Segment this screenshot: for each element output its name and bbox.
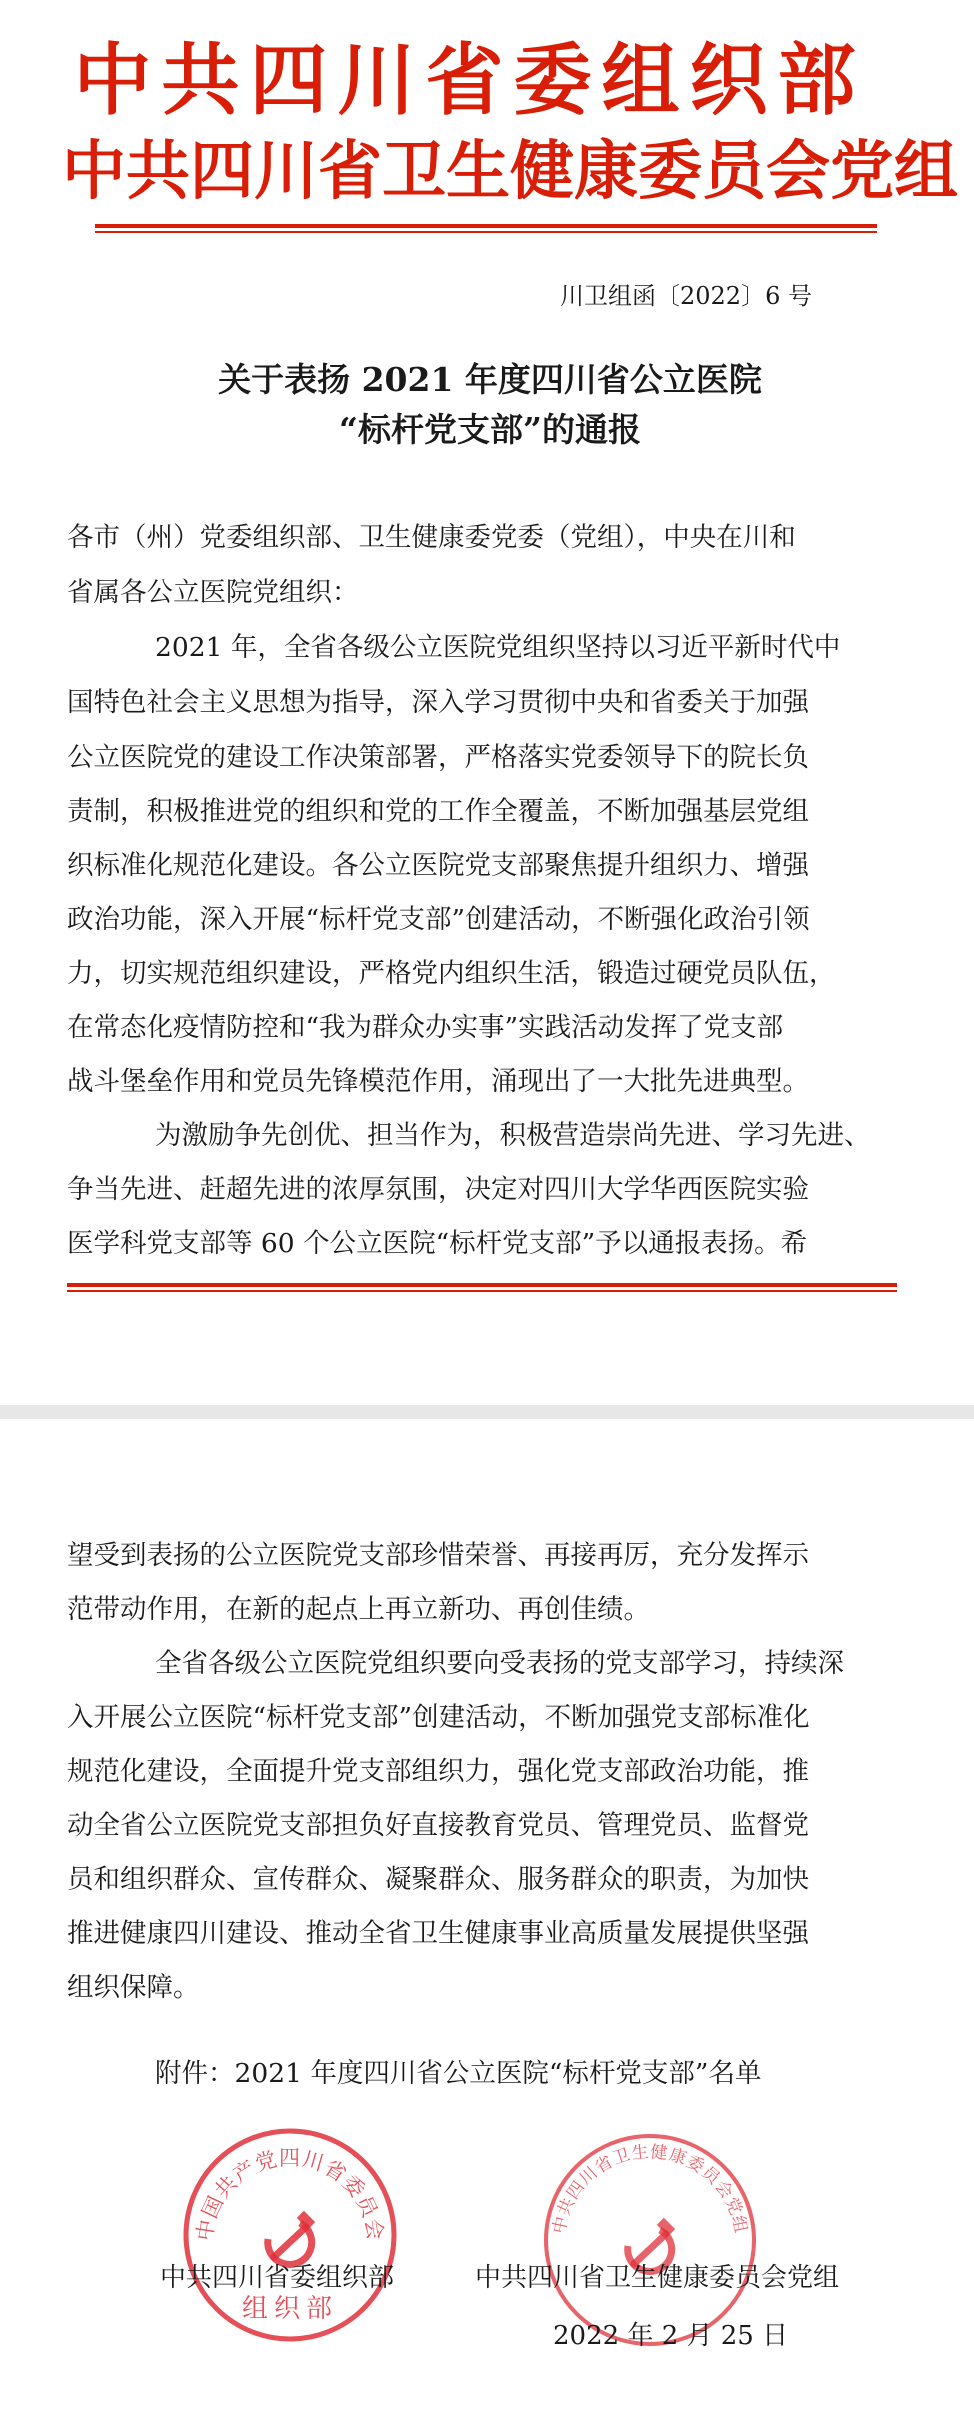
body-line: 省属各公立医院党组织：	[67, 577, 359, 608]
page-footer-rule-thick	[67, 1283, 897, 1287]
body-line: 公立医院党的建设工作决策部署，严格落实党委领导下的院长负	[67, 742, 809, 773]
letterhead-rule-thick	[95, 224, 877, 228]
document-number: 川卫组函〔2022〕6 号	[560, 282, 812, 310]
page-break	[0, 1405, 974, 1419]
svg-text:中国共产党四川省委员会: 中国共产党四川省委员会	[192, 2146, 388, 2243]
signature-health-commission: 中共四川省卫生健康委员会党组	[475, 2263, 840, 2293]
body-line: 全省各级公立医院党组织要向受表扬的党支部学习，持续深	[155, 1648, 844, 1679]
body-line: 望受到表扬的公立医院党支部珍惜荣誉、再接再厉，充分发挥示	[67, 1540, 809, 1571]
body-line: 规范化建设，全面提升党支部组织力，强化党支部政治功能，推	[67, 1756, 809, 1787]
organization-department-seal	[180, 2125, 400, 2345]
body-line: 责制，积极推进党的组织和党的工作全覆盖，不断加强基层党组	[67, 796, 809, 827]
body-line: 2021 年，全省各级公立医院党组织坚持以习近平新时代中	[155, 632, 841, 663]
letterhead-line-1: 中共四川省委组织部	[73, 36, 866, 126]
body-line: 在常态化疫情防控和“我为群众办实事”实践活动发挥了党支部	[67, 1012, 784, 1043]
body-line: 员和组织群众、宣传群众、凝聚群众、服务群众的职责，为加快	[67, 1864, 809, 1895]
signature-date: 2022 年 2 月 25 日	[553, 2321, 789, 2351]
body-line: 国特色社会主义思想为指导，深入学习贯彻中央和省委关于加强	[67, 687, 809, 718]
svg-text:组织部: 组织部	[241, 2294, 339, 2324]
body-line: 动全省公立医院党支部担负好直接教育党员、管理党员、监督党	[67, 1810, 809, 1841]
document-title-line-1: 关于表扬 2021 年度四川省公立医院	[218, 360, 762, 399]
svg-text:中共四川省卫生健康委员会党组: 中共四川省卫生健康委员会党组	[549, 2142, 751, 2236]
page-footer-rule-thin	[67, 1290, 897, 1292]
letterhead-line-2: 中共四川省卫生健康委员会党组	[62, 135, 958, 209]
document-title-line-2: “标杆党支部”的通报	[339, 410, 641, 449]
letterhead-rule-thin	[95, 231, 877, 233]
body-line: 各市（州）党委组织部、卫生健康委党委（党组），中央在川和	[67, 522, 796, 553]
body-line: 推进健康四川建设、推动全省卫生健康事业高质量发展提供坚强	[67, 1918, 809, 1949]
body-line: 范带动作用，在新的起点上再立新功、再创佳绩。	[67, 1594, 650, 1625]
body-line: 织标准化规范化建设。各公立医院党支部聚焦提升组织力、增强	[67, 850, 809, 881]
body-line: 入开展公立医院“标杆党支部”创建活动，不断加强党支部标准化	[67, 1702, 810, 1733]
body-line: 为激励争先创优、担当作为，积极营造崇尚先进、学习先进、	[155, 1120, 871, 1151]
signature-organization-department: 中共四川省委组织部	[160, 2263, 395, 2293]
body-line: 争当先进、赶超先进的浓厚氛围，决定对四川大学华西医院实验	[67, 1174, 809, 1205]
body-line: 医学科党支部等 60 个公立医院“标杆党支部”予以通报表扬。希	[67, 1228, 808, 1259]
body-line: 组织保障。	[67, 1972, 200, 2003]
attachment-line: 附件：2021 年度四川省公立医院“标杆党支部”名单	[155, 2058, 762, 2089]
body-line: 战斗堡垒作用和党员先锋模范作用，涌现出了一大批先进典型。	[67, 1066, 809, 1097]
body-line: 政治功能，深入开展“标杆党支部”创建活动，不断强化政治引领	[67, 904, 810, 935]
body-line: 力，切实规范组织建设，严格党内组织生活，锻造过硬党员队伍，	[67, 958, 836, 989]
